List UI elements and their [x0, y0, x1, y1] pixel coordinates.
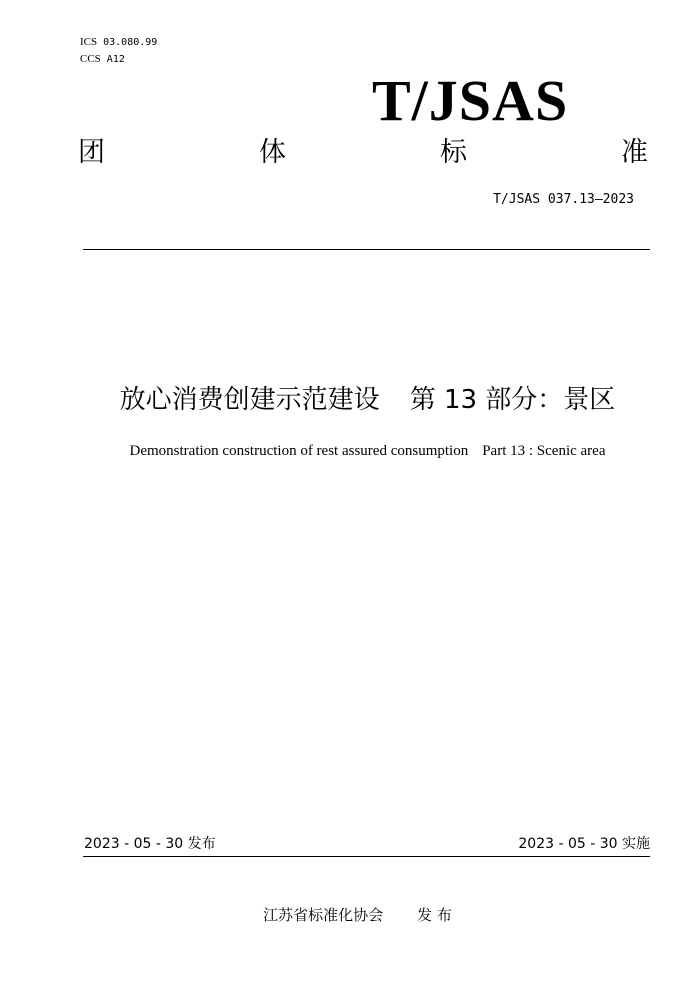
title-zh-part: 第 13 部分：景区: [409, 385, 616, 415]
bottom-divider: [83, 856, 650, 857]
issue-date: 2023 - 05 - 30 发布: [84, 836, 216, 852]
ics-value: 03.080.99: [103, 37, 158, 48]
classification-codes: [80, 34, 157, 68]
standard-type-char-1: 团: [78, 137, 105, 168]
title-en-part: Part 13 : Scenic area: [482, 443, 606, 459]
standard-number: T/JSAS 037.13—2023: [493, 192, 634, 207]
standard-type-char-3: 标: [440, 137, 467, 168]
publisher-name: 江苏省标准化协会: [263, 906, 384, 924]
top-divider: [83, 249, 650, 250]
standard-type: [78, 136, 648, 170]
title-en-main: Demonstration construction of rest assured consumption: [129, 443, 469, 459]
ccs-label: CCS: [80, 53, 101, 65]
implementation-date: 2023 - 05 - 30 实施: [518, 836, 650, 852]
standard-type-char-2: 体: [259, 137, 286, 168]
ics-line: [80, 34, 157, 51]
ccs-value: A12: [106, 54, 125, 65]
title-zh-main: 放心消费创建示范建设: [119, 385, 380, 415]
publisher-action: 发 布: [417, 906, 452, 924]
title-english: [0, 441, 700, 461]
publisher: [0, 905, 700, 925]
standard-type-char-4: 准: [621, 137, 648, 168]
ccs-line: [80, 51, 157, 68]
brand-logo: T/JSAS: [372, 68, 569, 133]
ics-label: ICS: [80, 36, 98, 48]
title-chinese: [0, 383, 700, 417]
